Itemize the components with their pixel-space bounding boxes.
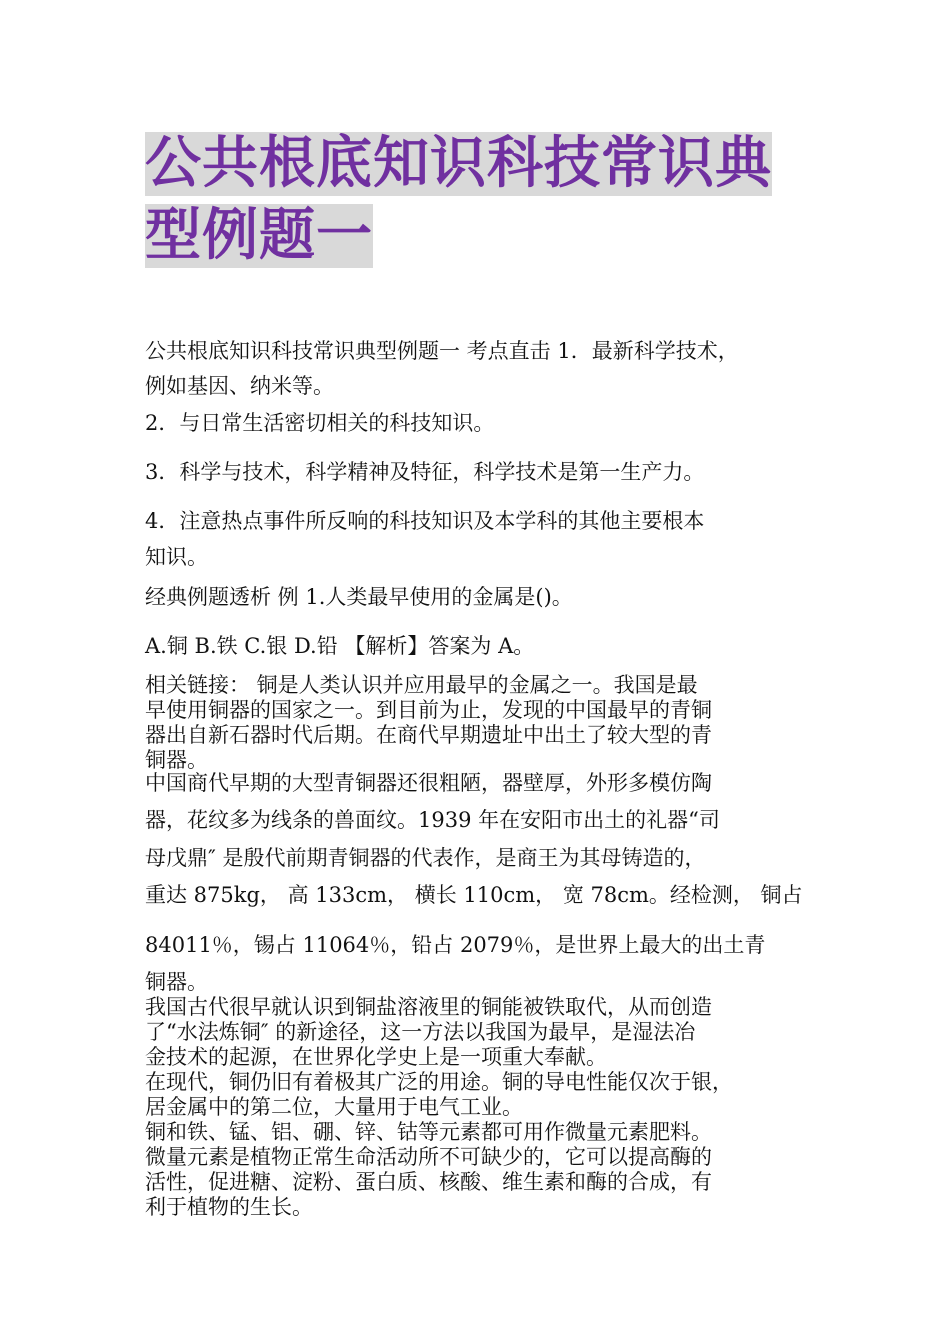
paragraph-line: 例如基因、纳米等。 <box>145 374 334 398</box>
paragraph-line: 重达 875kg， 高 133cm， 横长 110cm， 宽 78cm。经检测， 铜占 <box>145 883 803 907</box>
paragraph-line: 公共根底知识科技常识典型例题一 考点直击 1．最新科学技术， <box>145 339 739 363</box>
paragraph-line: 活性，促进糖、淀粉、蛋白质、核酸、维生素和酶的合成，有 <box>145 1170 712 1194</box>
paragraph-line: 器，花纹多为线条的兽面纹。1939 年在安阳市出土的礼器“司 <box>145 808 720 832</box>
title-line-2: 型例题一 <box>145 203 373 268</box>
paragraph-line: 利于植物的生长。 <box>145 1195 313 1219</box>
paragraph-line: 经典例题透析 例 1.人类最早使用的金属是()。 <box>145 585 573 609</box>
paragraph-line: 金技术的起源，在世界化学史上是一项重大奉献。 <box>145 1045 607 1069</box>
paragraph-line: A.铜 B.铁 C.银 D.铅 【解析】答案为 A。 <box>145 634 535 658</box>
paragraph-line: 中国商代早期的大型青铜器还很粗陋，器壁厚，外形多模仿陶 <box>145 771 712 795</box>
paragraph-line: 居金属中的第二位，大量用于电气工业。 <box>145 1095 523 1119</box>
paragraph-line: 相关链接： 铜是人类认识并应用最早的金属之一。我国是最 <box>145 673 698 697</box>
paragraph-line: 了“水法炼铜″ 的新途径，这一方法以我国为最早，是湿法冶 <box>145 1020 696 1044</box>
paragraph-line: 我国古代很早就认识到铜盐溶液里的铜能被铁取代，从而创造 <box>145 995 712 1019</box>
title-line-1: 公共根底知识科技常识典 <box>145 131 772 196</box>
paragraph-line: 母戊鼎″ 是殷代前期青铜器的代表作，是商王为其母铸造的， <box>145 846 706 870</box>
paragraph-line: 84011％，锡占 11064％，铅占 2079％，是世界上最大的出土青 <box>145 933 766 957</box>
paragraph-line: 4．注意热点事件所反响的科技知识及本学科的其他主要根本 <box>145 509 705 533</box>
paragraph-line: 铜和铁、锰、铝、硼、锌、钴等元素都可用作微量元素肥料。 <box>145 1120 712 1144</box>
paragraph-line: 器出自新石器时代后期。在商代早期遗址中出土了较大型的青 <box>145 723 712 747</box>
paragraph-line: 铜器。 <box>145 970 208 994</box>
paragraph-line: 知识。 <box>145 545 208 569</box>
paragraph-line: 微量元素是植物正常生命活动所不可缺少的，它可以提高酶的 <box>145 1145 712 1169</box>
paragraph-line: 早使用铜器的国家之一。到目前为止，发现的中国最早的青铜 <box>145 698 712 722</box>
paragraph-line: 3．科学与技术，科学精神及特征，科学技术是第一生产力。 <box>145 460 705 484</box>
paragraph-line: 2．与日常生活密切相关的科技知识。 <box>145 411 495 435</box>
paragraph-line: 在现代，铜仍旧有着极其广泛的用途。铜的导电性能仅次于银， <box>145 1070 733 1094</box>
paragraph-line: 铜器。 <box>145 748 208 772</box>
